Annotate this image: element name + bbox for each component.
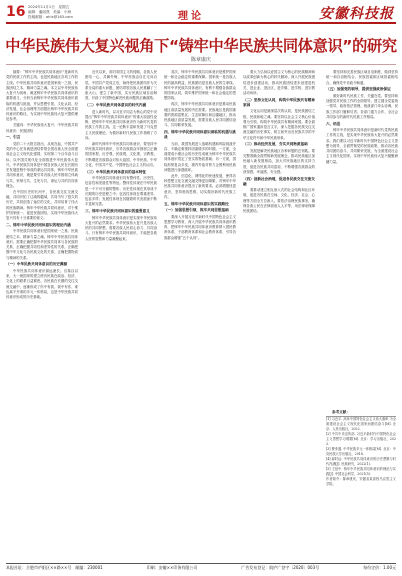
section-heading: （三）中华民族共同体意识的基本特征	[85, 169, 147, 174]
body-paragraph: 再次，铸牢中华民族共同体意识是推动民族地区高质量发展的内在需要。民族地区是我国重要的资源富集区、生态屏障区和边疆地区，推动民族地区高质量发展，需要各族人民共同团结奋斗、共同繁荣发展。	[164, 102, 236, 128]
header-email: 投稿邮箱：ahlx@163.com	[28, 15, 73, 19]
article-column-4	[243, 70, 315, 558]
body-paragraph: 发展是解决民族地区各种问题的总钥匙。要完整准确全面贯彻新发展理念，推动民族地区加快融入新发展格局，加大对民族地区的支持力度，促进各民族共同富裕，不断增强各族群众的获得感、幸福感、安全感。	[243, 148, 315, 174]
footer-price: 每份定价：1.00元	[363, 565, 396, 570]
section-title: 理论	[178, 11, 204, 22]
reference-item: 作者简介：陈章康庆，安徽省某高校马克思主义学院。	[326, 477, 396, 486]
footer-license: 广告发布登记：皖庐广登字〔2020〕003号	[241, 565, 320, 570]
body-paragraph: 铸牢中华民族共同体意识是新时代党的民族工作的主线，是实现中华民族伟大复兴的必然要求。我们要以习近平新时代中国特色社会主义思想为指导，全面贯彻党的民族政策，推动各民族共同团结奋斗、共同繁荣发展，为全面建设社会主义现代化国家、实现中华民族伟大复兴凝聚磅礴力量。	[326, 128, 398, 164]
section-heading: （三）推动经济发展，夯实共同物质基础	[243, 142, 308, 147]
header-date: 2024年11月1日 星期五	[28, 5, 70, 9]
article-column-2	[85, 70, 157, 558]
section-heading: 一、引言	[6, 135, 21, 140]
section-heading: 二、铸牢中华民族共同体意识的理论内涵	[6, 222, 71, 227]
reference-item: [4] 郝时远. 中华民族共同体意识的历史逻辑与时代内涵[J]. 民族研究，2022(1).	[326, 457, 396, 466]
section-heading: （二）坚持文化认同，构筑中华民族共有精神家园	[243, 97, 315, 107]
section-heading: 六、结语	[326, 121, 341, 126]
article-column-3	[164, 70, 236, 558]
section-heading: 四、铸牢中华民族共同体意识面临的机遇与挑战	[164, 130, 236, 140]
article-column-5	[326, 70, 398, 404]
reference-item: [2] 中共中央宣传部. 习近平新时代中国特色社会主义思想学习纲要[M]. 北京：学习出版社，2023.	[326, 432, 396, 446]
references-title: 参考文献：	[332, 410, 350, 414]
section-heading: （二）中华民族共同体意识的时代内涵	[85, 103, 147, 107]
article-headline: 中华民族伟大复兴视角下“铸牢中华民族共同体意识”的研究	[5, 37, 397, 55]
body-paragraph: 文化认同是最深层次的认同，是民族团结之根、民族和睦之魂。要坚持以社会主义核心价值观为引领，构筑中华民族共有精神家园。要全面推广国家通用语言文字，深入挖掘各民族交往交流交融的历史事实，树立和突出各民族共享的中华文化符号和中华民族形象。	[243, 109, 315, 140]
body-paragraph: 近代以来，面对帝国主义的侵略，各族人民团结一心、共御外侮，中华民族由自在走向自觉。中国共产党成立后，始终把民族团结作为关系全局的重大问题，团结带领各族人民推翻了三座大山，建立了新中国，实行民族区域自治制度，开辟了中国特色解决民族问题的正确道路。	[85, 70, 157, 101]
body-paragraph: 要大力弘扬以爱国主义为核心的民族精神和以改革创新为核心的时代精神，深入开展民族团结进步创建活动，推动民族团结进步创建进机关、进企业、进社区、进乡镇、进学校、进宗教活动场所。	[243, 70, 315, 95]
body-paragraph: 其次，铸牢中华民族共同体意识是维护国家统一和社会稳定的重要保障。国家统一是各族人民的最高利益，民族团结是各族人民的生命线。铸牢中华民族共同体意识，有利于增强各族群众的国家认同，筑牢维护国家统一和社会稳定的思想防线。	[164, 70, 236, 101]
bottom-rule	[6, 563, 396, 564]
body-paragraph: 此外，信息化、网络化的快速发展，使得各种思想文化交流交融交锋更加频繁，对铸牢中华民族共同体意识提出了新的要求。必须增强忧患意识，坚持底线思维，切实做好新时代民族工作。	[164, 173, 236, 199]
section-heading: （五）加强党的领导，提供坚强政治保证	[326, 87, 391, 92]
body-paragraph: 关键词：中华民族伟大复兴；中华民族共同体意识；民族团结	[6, 123, 78, 133]
references-box	[326, 416, 396, 557]
body-paragraph: 摘要：“铸牢中华民族共同体意识”是新时代党的民族工作的主线，也是民族地区各项工作的主线。中华民族共同体意识是国家统一之基、民族团结之本、精神力量之魂。本文以中华民族伟大复兴为视角，阐述铸牢中华民族共同体意识的重要意义，分析当前铸牢中华民族共同体意识面临的机遇与挑战，并从思想引领、文化认同、经济发展、社会治理等方面提出铸牢中华民族共同体意识的路径，为实现中华民族伟大复兴提供理论参考。	[6, 70, 78, 122]
section-heading: 三、铸牢中华民族共同体意识的重要意义	[85, 209, 150, 214]
body-paragraph: 要深入开展习近平新时代中国特色社会主义思想学习教育，深入开展中华民族共同体意识教育，把铸牢中华民族共同体意识教育纳入国民教育体系、干部教育体系和社会教育体系，引导各族群众增强“五个认同”。	[164, 214, 236, 240]
body-paragraph: 要坚持和完善民族区域自治制度，做到坚持统一和自治相结合、民族因素和区域因素相结合，确保党中央政令畅通。	[326, 70, 398, 85]
footer-address: 本报社址：合肥市庐阳区××路××号 邮编：230001	[6, 565, 103, 570]
header-editor: 编辑：潘丽燕 美编：小海	[28, 10, 72, 14]
body-paragraph: 做好新时代民族工作，关键在党。要坚持和加强党对民族工作的全面领导，建立健全党委统一领导、政府依法管理、统战部门牵头协调、民族工作部门履职尽责、各部门通力合作、全社会共同参与的新时代民族工作格局。	[326, 93, 398, 119]
article-byline: 陈章康庆	[190, 57, 211, 63]
body-paragraph: 中华民族共同体意识是国家统一之基、民族团结之本、精神力量之魂。铸牢中华民族共同体意识，需要正确把握中华民族共同体与各民族的关系，正确把握共同性和差异性的关系，正确把握中华文化与各民族文化的关系，正确把握物质与精神的关系。	[6, 229, 78, 260]
body-paragraph: 新时代铸牢中华民族共同体意识，要坚持中华民族共同体意识，引导各族群众牢固树立正确的国家观、历史观、民族观、文化观、宗教观，不断增进各族群众对伟大祖国、中华民族、中华文化、中国共产党、中国特色社会主义的认同。	[85, 141, 157, 167]
headline-rule	[6, 64, 396, 65]
body-paragraph: 要推动建立相互嵌入式的社会结构和社区环境，促进各民族在空间、文化、经济、社会、心理等方面全方位嵌入。要依法治理民族事务，确保各族公民在法律面前人人平等，用法律来保障民族团结。	[243, 188, 315, 213]
section-heading: （一）中华民族共同体意识的历史渊源	[6, 262, 68, 267]
body-paragraph: 铸牢中华民族共同体意识是实现中华民族伟大复兴的必然要求。中华民族伟大复兴是各族人民的共同梦想，需要各族人民同心协力、共同奋斗。只有铸牢中华民族共同体意识，才能把各族人民的智慧和力量凝聚起来。	[85, 215, 157, 241]
body-paragraph: 中华民族共同体意识具有整体性、历史性、包容性和发展性等特征。整体性体现在中华民族是一个不可分割的整体；历史性体现在其形成于长期的历史进程之中；包容性体现在尊重差异、包容多样；发展性体现在其随着时代发展而不断丰富和完善。	[85, 176, 157, 207]
newspaper-masthead: 安徽科技报	[319, 6, 394, 22]
body-paragraph: 党的二十大报告指出，从现在起，中国共产党的中心任务就是团结带领全国各族人民全面建成社会主义现代化强国、实现第二个百年奋斗目标，以中国式现代化全面推进中华民族伟大复兴。中华民族共同体是中国各民族人民在长期历史发展进程中形成的命运共同体。铸牢中华民族共同体意识，就是要引导各族人民牢固树立休戚与共、荣辱与共、生死与共、命运与共的共同体理念。	[6, 141, 78, 188]
body-paragraph: 在中国历史的长河中，各民族交往交流交融，共同开拓了辽阔的疆域，共同书写了悠久的历史，共同创造了灿烂的文化，共同培育了伟大的民族精神。铸牢中华民族共同体意识，对于维护国家统一、促进民族团结、实现中华民族伟大复兴具有十分重要的意义。	[6, 189, 78, 221]
footer-printer: 印刷：安徽××印务有限公司	[146, 565, 198, 570]
body-paragraph: 中华民族共同体意识源远流长。自秦汉以来，大一统国家的建立使各民族在政治、经济、文化上的联系日益紧密。各民族在长期的交往交流交融中，逐渐形成了你中有我、我中有你、谁也离不开谁的多元一体格局，这是中华民族共同体意识形成的历史基础。	[6, 268, 78, 300]
page-number: 16	[6, 4, 26, 20]
article-column-1	[6, 70, 78, 558]
footer	[6, 565, 396, 571]
reference-item: [5] 王延中. 铸牢中华民族共同体意识的理论与实践[J]. 中国社会科学，2021(5).	[326, 467, 396, 476]
reference-item: [1] 习近平. 高举中国特色社会主义伟大旗帜 为全面建设社会主义现代化国家而团结奋斗[M]. 北京：人民出版社，2022.	[326, 417, 396, 431]
top-rule	[6, 22, 396, 24]
section-heading: 五、铸牢中华民族共同体意识的实践路径	[164, 201, 229, 206]
section-heading: （四）创新社会治理，促进各民族交往交流交融	[243, 176, 315, 186]
reference-item: [3] 费孝通. 中华民族多元一体格局[M]. 北京：中央民族大学出版社，2018.	[326, 447, 396, 456]
section-heading: （一）加强思想引领，筑牢共同思想基础	[164, 208, 229, 213]
body-paragraph: 当前，我国发展进入战略机遇和风险挑战并存、不确定难预料因素增多的时期。一方面，全面建成小康社会的历史性成就为铸牢中华民族共同体意识奠定了坚实的物质基础；另一方面，国际形势复杂多变，境内外敌对势力企图利用民族问题进行渗透破坏。	[164, 141, 236, 172]
body-paragraph: 进入新时代，以习近平同志为核心的党中央提出“铸牢中华民族共同体意识”的重大原创性论断，把铸牢中华民族共同体意识作为新时代党的民族工作的主线。这一论断丰富和发展了马克思主义民族理论，为做好新时代民族工作指明了方向。	[85, 109, 157, 140]
